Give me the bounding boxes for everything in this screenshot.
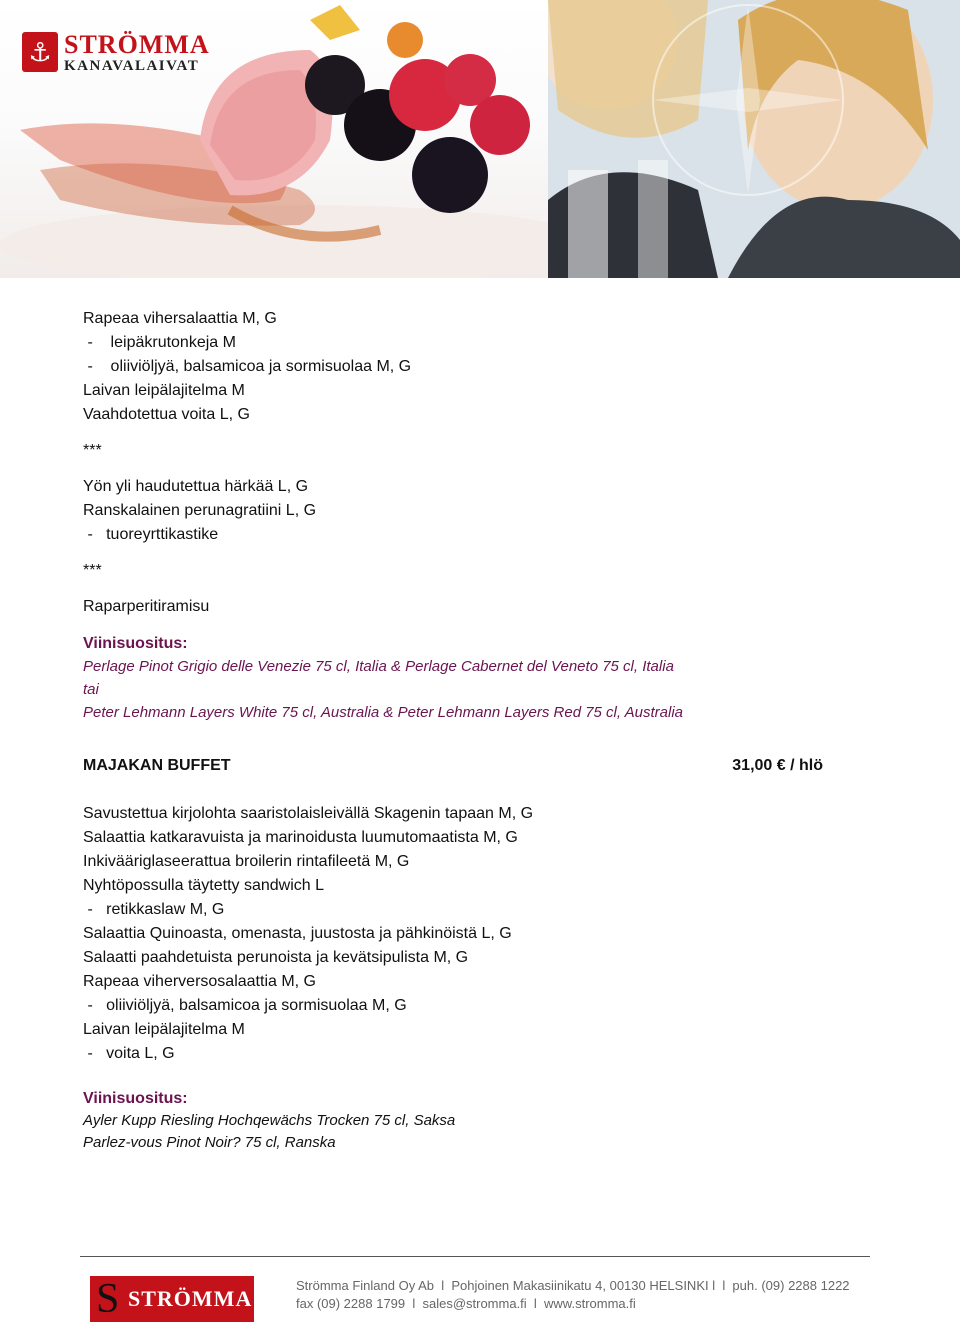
- buffet-title: MAJAKAN BUFFET: [83, 757, 231, 774]
- menu-line: - tuoreyrttikastike: [83, 526, 219, 543]
- menu-line: Rapeaa viherversosalaattia M, G: [83, 973, 316, 990]
- menu-line: Yön yli haudutettua härkää L, G: [83, 478, 309, 495]
- course-separator: ***: [83, 442, 102, 459]
- wine-line: Parlez-vous Pinot Noir? 75 cl, Ranska: [83, 1134, 336, 1151]
- logo-brand-sub: KANAVALAIVAT: [64, 58, 200, 74]
- menu-line: Laivan leipälajitelma M: [83, 1021, 245, 1038]
- menu-line: Salaatti paahdetuista perunoista ja kevätsipulista M, G: [83, 949, 469, 966]
- menu-line: Ranskalainen perunagratiini L, G: [83, 502, 317, 519]
- menu-line: Vaahdotettua voita L, G: [83, 406, 250, 423]
- starter-section: [83, 307, 843, 427]
- wine-line: Peter Lehmann Layers White 75 cl, Australia & Peter Lehmann Layers Red 75 cl, Australia: [83, 704, 684, 721]
- logo-brand-name: STRÖMMA: [64, 30, 210, 59]
- wine-line: tai: [83, 681, 99, 698]
- footer-logo[interactable]: [90, 1276, 254, 1322]
- wine-line: Perlage Pinot Grigio delle Venezie 75 cl, Italia & Perlage Cabernet del Veneto 75 cl, Italia: [83, 658, 674, 675]
- menu-line: Nyhtöpossulla täytetty sandwich L: [83, 877, 325, 894]
- menu-line: - leipäkrutonkeja M: [83, 334, 236, 351]
- menu-line: - retikkaslaw M, G: [83, 901, 225, 918]
- menu-content: [83, 307, 843, 1154]
- anchor-icon: ⚓: [22, 32, 58, 72]
- header-photo-dessert: [0, 0, 548, 278]
- footer-contact: [296, 1277, 850, 1313]
- menu-line: Salaattia Quinoasta, omenasta, juustosta ja pähkinöistä L, G: [83, 925, 512, 942]
- wine-label: Viinisuositus:: [83, 1090, 188, 1107]
- menu-line: - oliiviöljyä, balsamicoa ja sormisuolaa M, G: [83, 358, 412, 375]
- course-separator: ***: [83, 562, 102, 579]
- menu-line: Salaattia katkaravuista ja marinoidusta luumutomaatista M, G: [83, 829, 518, 846]
- footer-address-line: Strömma Finland Oy Ab l Pohjoinen Makasiinikatu 4, 00130 HELSINKI l l puh. (09) 2288 1222: [296, 1278, 850, 1293]
- buffet-section: [83, 802, 843, 1066]
- buffet-header: [83, 754, 843, 778]
- menu-line: - oliiviöljyä, balsamicoa ja sormisuolaa M, G: [83, 997, 407, 1014]
- wine-label: Viinisuositus:: [83, 635, 188, 652]
- footer-brand-name: STRÖMMA: [128, 1286, 253, 1311]
- wine-line: Ayler Kupp Riesling Hochqewächs Trocken 75 cl, Saksa: [83, 1112, 456, 1129]
- main-course-section: [83, 475, 843, 547]
- menu-line: Laivan leipälajitelma M: [83, 382, 245, 399]
- dessert-line: Raparperitiramisu: [83, 598, 210, 615]
- menu-line: Savustettua kirjolohta saaristolaisleivällä Skagenin tapaan M, G: [83, 805, 534, 822]
- menu-line: Inkivääriglaseerattua broilerin rintafileetä M, G: [83, 853, 410, 870]
- menu-line: - voita L, G: [83, 1045, 175, 1062]
- footer-logo-s-icon: S: [96, 1276, 120, 1322]
- buffet-price: 31,00 € / hlö: [732, 757, 823, 774]
- footer-contact-line: fax (09) 2288 1799 l sales@stromma.fi l www.stromma.fi: [296, 1296, 636, 1311]
- guests-illustration: [548, 0, 960, 278]
- footer-divider: [80, 1256, 870, 1257]
- header-photo-guests: [548, 0, 960, 278]
- stromma-logo[interactable]: [22, 30, 212, 78]
- menu-line: Rapeaa vihersalaattia M, G: [83, 310, 277, 327]
